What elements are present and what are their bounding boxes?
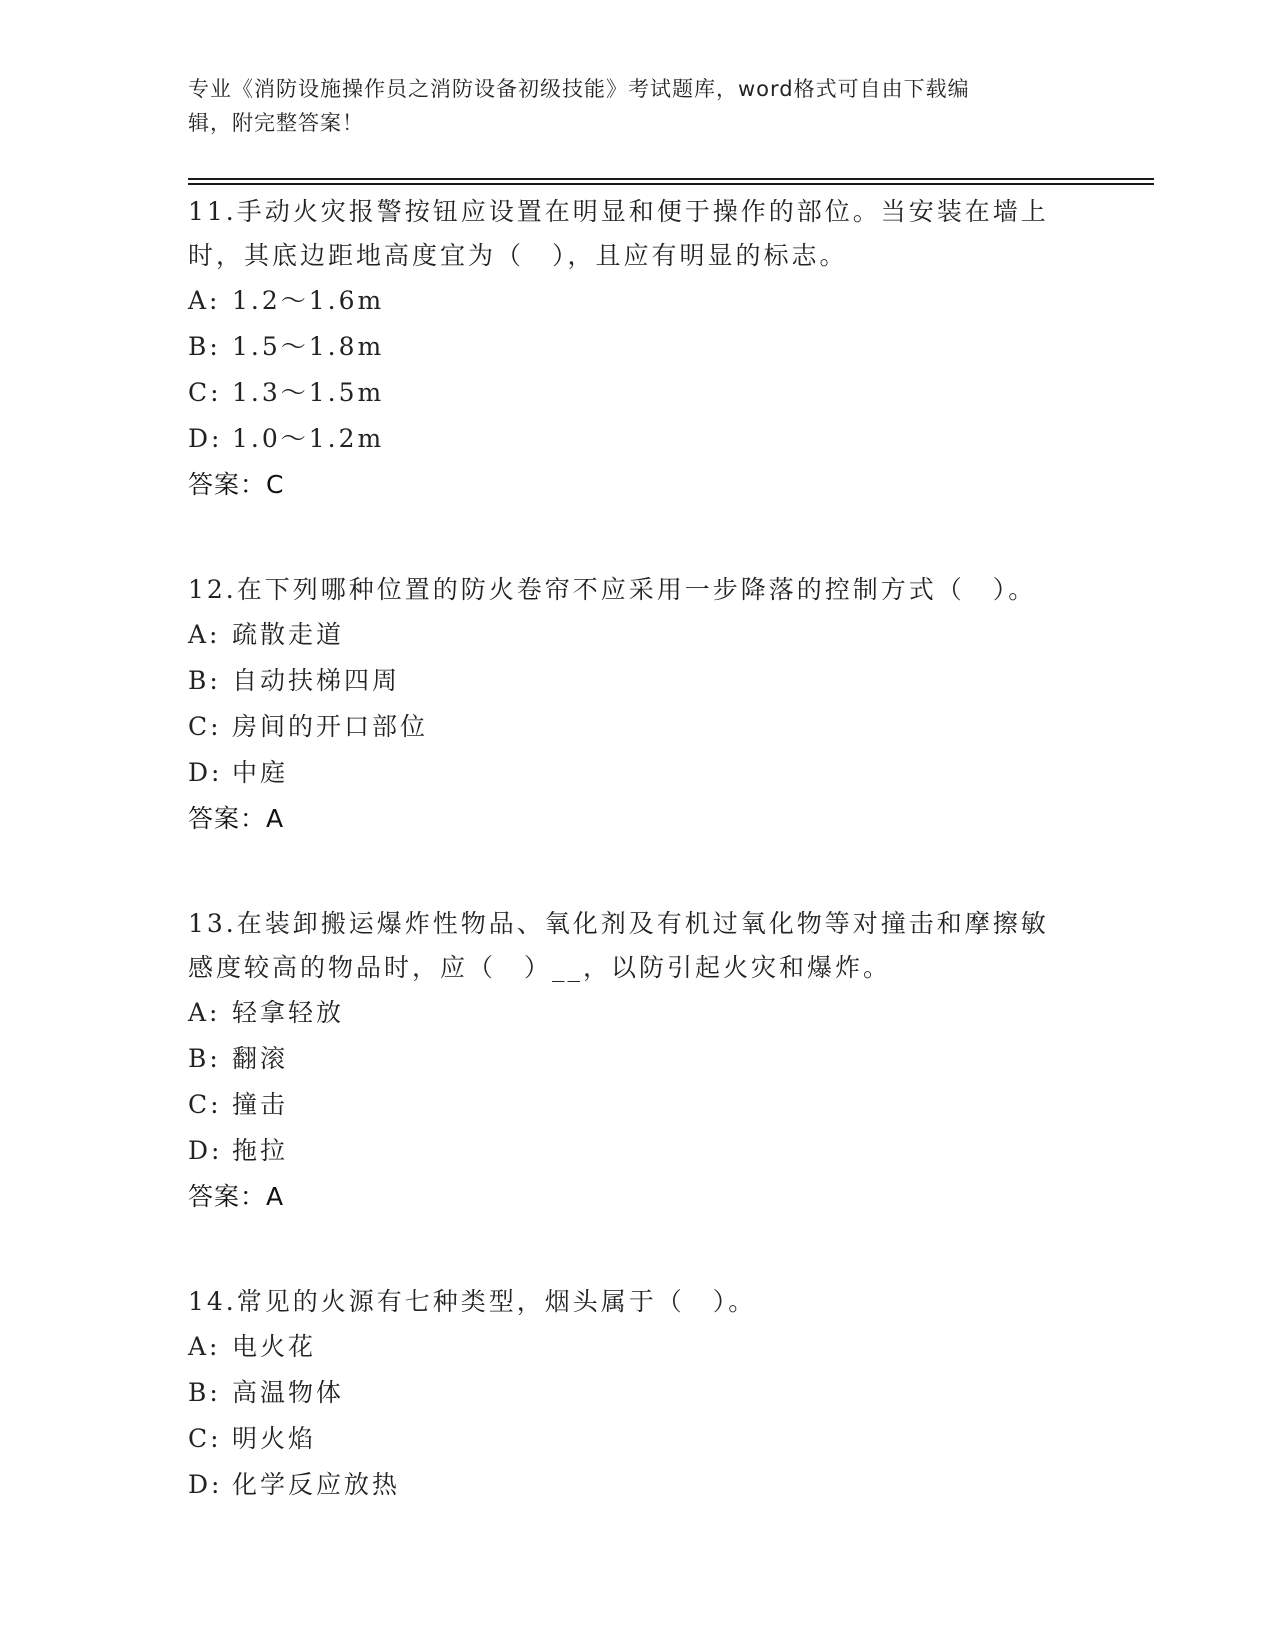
option-text: 拖拉 xyxy=(232,1136,289,1165)
header-line-2: 辑，附完整答案！ xyxy=(188,111,364,135)
question-stem xyxy=(188,902,1088,990)
option-text: 房间的开口部位 xyxy=(232,712,429,741)
option-c xyxy=(188,1082,1088,1128)
option-d xyxy=(188,1462,1088,1508)
answer-line: 答案：C xyxy=(188,470,285,499)
option-key: A: xyxy=(188,998,221,1027)
option-text: 1.5～1.8m xyxy=(232,332,385,361)
question-12 xyxy=(188,568,1088,842)
option-text: 中庭 xyxy=(232,758,289,787)
option-key: A: xyxy=(188,286,221,315)
option-b xyxy=(188,1370,1088,1416)
option-d xyxy=(188,1128,1088,1174)
option-key: B: xyxy=(188,332,221,361)
stem-line: 感度较高的物品时，应（ ）__，以防引起火灾和爆炸。 xyxy=(188,953,892,982)
option-text: 1.3～1.5m xyxy=(232,378,385,407)
option-a xyxy=(188,990,1088,1036)
option-b xyxy=(188,324,1088,370)
option-c xyxy=(188,704,1088,750)
answer-line: 答案：A xyxy=(188,804,285,833)
option-key: A: xyxy=(188,620,221,649)
question-stem xyxy=(188,568,1088,612)
option-a xyxy=(188,278,1088,324)
header-divider-bottom xyxy=(188,183,1154,185)
option-text: 翻滚 xyxy=(232,1044,289,1073)
option-key: C: xyxy=(188,1090,222,1119)
option-key: C: xyxy=(188,712,222,741)
question-stem xyxy=(188,1280,1088,1324)
header-divider-top xyxy=(188,178,1154,180)
option-key: B: xyxy=(188,1378,221,1407)
stem-line: 11.手动火灾报警按钮应设置在明显和便于操作的部位。当安装在墙上 xyxy=(188,197,1049,226)
option-text: 自动扶梯四周 xyxy=(232,666,401,695)
option-text: 撞击 xyxy=(232,1090,289,1119)
option-c xyxy=(188,370,1088,416)
option-key: D: xyxy=(188,758,223,787)
option-text: 轻拿轻放 xyxy=(232,998,345,1027)
option-text: 明火焰 xyxy=(232,1424,317,1453)
option-key: C: xyxy=(188,1424,222,1453)
question-13 xyxy=(188,902,1088,1220)
stem-line: 时，其底边距地高度宜为（ ），且应有明显的标志。 xyxy=(188,241,848,270)
option-text: 1.0～1.2m xyxy=(232,424,385,453)
option-d xyxy=(188,416,1088,462)
option-key: D: xyxy=(188,1136,223,1165)
option-text: 电火花 xyxy=(232,1332,317,1361)
option-d xyxy=(188,750,1088,796)
option-text: 高温物体 xyxy=(232,1378,345,1407)
header-line-1: 专业《消防设施操作员之消防设备初级技能》考试题库，word格式可自由下载编 xyxy=(188,77,970,101)
stem-line: 12.在下列哪种位置的防火卷帘不应采用一步降落的控制方式（ ）。 xyxy=(188,575,1037,604)
option-key: D: xyxy=(188,1470,223,1499)
question-list xyxy=(188,190,1088,1568)
option-key: D: xyxy=(188,424,223,453)
option-key: B: xyxy=(188,666,221,695)
question-14 xyxy=(188,1280,1088,1508)
option-a xyxy=(188,1324,1088,1370)
option-text: 1.2～1.6m xyxy=(232,286,385,315)
stem-line: 13.在装卸搬运爆炸性物品、氧化剂及有机过氧化物等对撞击和摩擦敏 xyxy=(188,909,1049,938)
option-text: 疏散走道 xyxy=(232,620,345,649)
question-stem xyxy=(188,190,1088,278)
question-11 xyxy=(188,190,1088,508)
option-b xyxy=(188,658,1088,704)
option-c xyxy=(188,1416,1088,1462)
option-key: A: xyxy=(188,1332,221,1361)
option-key: B: xyxy=(188,1044,221,1073)
option-b xyxy=(188,1036,1088,1082)
option-a xyxy=(188,612,1088,658)
option-key: C: xyxy=(188,378,222,407)
document-header xyxy=(188,72,1088,140)
answer-line: 答案：A xyxy=(188,1182,285,1211)
stem-line: 14.常见的火源有七种类型，烟头属于（ ）。 xyxy=(188,1287,757,1316)
option-text: 化学反应放热 xyxy=(232,1470,401,1499)
